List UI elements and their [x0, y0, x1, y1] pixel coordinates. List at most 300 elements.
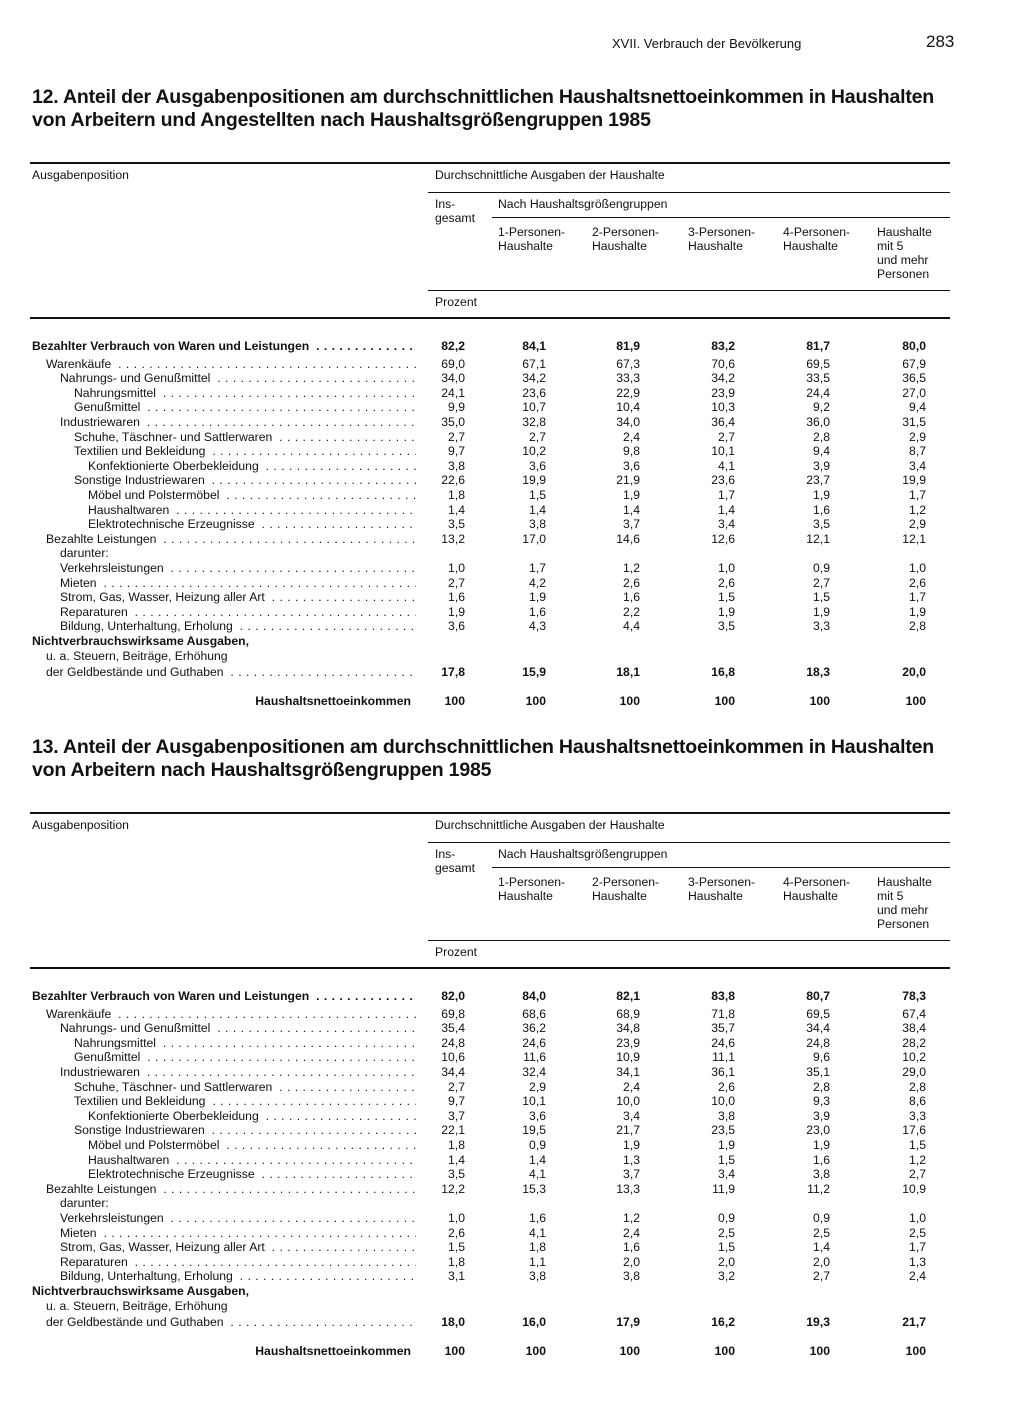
- cell-value: 2,9: [909, 517, 926, 532]
- cell-value: 10,6: [441, 1050, 465, 1065]
- cell-value: 3,3: [813, 619, 830, 634]
- table-13: [30, 812, 950, 1372]
- table-row: [30, 1344, 950, 1359]
- cell-value: 3,4: [718, 1167, 735, 1182]
- cell-value: 100: [619, 1343, 640, 1358]
- cell-value: 8,7: [909, 444, 926, 459]
- cell-value: 4,1: [718, 458, 735, 473]
- table-12: [30, 162, 950, 722]
- cell-value: 23,9: [616, 1035, 640, 1050]
- cell-value: 100: [714, 693, 735, 708]
- cell-value: 1,2: [623, 1211, 640, 1225]
- row-label: Bezahlte Leistungen . . .: [30, 1182, 416, 1197]
- cell-value: 36,0: [806, 415, 830, 429]
- cell-value: 1,8: [448, 1138, 465, 1152]
- cell-value: 0,9: [529, 1138, 546, 1152]
- cell-value: 1,3: [909, 1254, 926, 1269]
- cell-value: 3,1: [448, 1269, 465, 1284]
- cell-value: 16,8: [711, 665, 735, 680]
- cell-value: 9,7: [448, 444, 465, 459]
- cell-value: 2,4: [909, 1269, 926, 1284]
- cell-value: 23,6: [711, 473, 735, 488]
- cell-value: 1,9: [813, 604, 830, 619]
- cell-value: 100: [905, 1343, 926, 1358]
- cell-value: 2,4: [623, 429, 640, 444]
- row-label: u. a. Steuern, Beiträge, Erhöhung: [30, 649, 416, 664]
- row-label: Nichtverbrauchswirksame Ausgaben,: [30, 634, 416, 649]
- table-row: [30, 1036, 950, 1051]
- row-label: Bildung, Unterhaltung, Erholung . . .: [30, 619, 416, 634]
- table-row: [30, 1021, 950, 1036]
- cell-value: 1,9: [813, 1138, 830, 1152]
- cell-value: 11,1: [712, 1050, 735, 1065]
- cell-value: 82,2: [441, 339, 465, 353]
- table-row: [30, 590, 950, 605]
- cell-value: 70,6: [711, 356, 735, 371]
- cell-value: 1,7: [718, 488, 735, 502]
- cell-value: 2,7: [448, 575, 465, 590]
- row-label: Nahrungs- und Genußmittel . . .: [30, 1021, 416, 1036]
- cell-value: 1,4: [718, 502, 735, 517]
- cell-value: 2,0: [623, 1254, 640, 1269]
- cell-value: 1,7: [529, 561, 546, 575]
- cell-value: 67,9: [902, 356, 926, 371]
- cell-value: 0,9: [813, 561, 830, 575]
- cell-value: 9,4: [909, 400, 926, 415]
- cell-value: 1,4: [813, 1240, 830, 1255]
- cell-value: 2,7: [909, 1167, 926, 1182]
- row-label: darunter:: [30, 546, 416, 561]
- table-row: [30, 459, 950, 474]
- table-row: [30, 1080, 950, 1095]
- cell-value: 1,0: [448, 1211, 465, 1225]
- cell-value: 82,1: [616, 989, 640, 1003]
- cell-value: 2,7: [813, 575, 830, 590]
- cell-value: 10,0: [616, 1094, 640, 1109]
- cell-value: 2,7: [813, 1269, 830, 1284]
- cell-value: 0,9: [813, 1211, 830, 1225]
- cell-value: 11,6: [523, 1050, 546, 1065]
- cell-value: 1,8: [448, 1254, 465, 1269]
- cell-value: 12,6: [711, 531, 735, 546]
- cell-value: 10,7: [522, 400, 546, 415]
- cell-value: 2,4: [623, 1225, 640, 1240]
- col-header-2p: 2-Personen- Haushalte: [592, 875, 660, 903]
- table-row: [30, 430, 950, 445]
- cell-value: 19,9: [902, 473, 926, 488]
- cell-value: 12,1: [806, 531, 830, 546]
- cell-value: 2,8: [813, 1079, 830, 1094]
- cell-value: 19,3: [806, 1315, 830, 1330]
- cell-value: 1,9: [718, 1138, 735, 1152]
- cell-value: 3,5: [718, 619, 735, 634]
- cell-value: 17,0: [522, 531, 546, 546]
- cell-value: 1,4: [529, 502, 546, 517]
- cell-value: 1,6: [813, 502, 830, 517]
- cell-value: 100: [809, 1343, 830, 1358]
- table-row: [30, 1109, 950, 1124]
- cell-value: 2,6: [623, 575, 640, 590]
- cell-value: 1,5: [909, 1138, 926, 1152]
- cell-value: 1,8: [529, 1240, 546, 1255]
- cell-value: 68,6: [522, 1006, 546, 1021]
- col-header-4p: 4-Personen- Haushalte: [783, 875, 851, 903]
- cell-value: 80,7: [806, 989, 830, 1003]
- cell-value: 4,1: [529, 1167, 546, 1182]
- table-row: [30, 517, 950, 532]
- cell-value: 33,5: [806, 371, 830, 386]
- cell-value: 19,5: [522, 1123, 546, 1138]
- cell-value: 17,6: [902, 1123, 926, 1138]
- cell-value: 100: [525, 693, 546, 708]
- row-label: Verkehrsleistungen . . .: [30, 1211, 416, 1226]
- table-13-title: 13. Anteil der Ausgabenpositionen am durchschnittlichen Haushaltsnettoeinkommen in Haushalten von Arbeitern nach Haushaltsgrößengruppen 1985: [32, 736, 935, 781]
- cell-value: 1,5: [813, 590, 830, 605]
- cell-value: 0,9: [718, 1211, 735, 1225]
- cell-value: 1,4: [529, 1152, 546, 1167]
- cell-value: 36,4: [711, 415, 735, 429]
- cell-value: 9,4: [813, 444, 830, 459]
- row-label: Haushaltwaren . . .: [30, 503, 416, 518]
- cell-value: 2,9: [529, 1079, 546, 1094]
- cell-value: 8,6: [909, 1094, 926, 1109]
- cell-value: 3,5: [813, 517, 830, 532]
- cell-value: 36,2: [522, 1021, 546, 1036]
- cell-value: 69,8: [441, 1006, 465, 1021]
- cell-value: 2,4: [623, 1079, 640, 1094]
- cell-value: 28,2: [902, 1035, 926, 1050]
- cell-value: 2,0: [813, 1254, 830, 1269]
- cell-value: 35,0: [441, 415, 465, 429]
- cell-value: 34,2: [711, 371, 735, 386]
- table-row: [30, 1196, 950, 1211]
- cell-value: 21,7: [616, 1123, 640, 1138]
- cell-value: 1,5: [529, 488, 546, 502]
- col-header-position: Ausgabenposition: [32, 168, 129, 182]
- cell-value: 1,4: [623, 502, 640, 517]
- cell-value: 3,6: [623, 458, 640, 473]
- cell-value: 2,6: [718, 1079, 735, 1094]
- cell-value: 1,0: [909, 1211, 926, 1225]
- cell-value: 68,9: [616, 1006, 640, 1021]
- cell-value: 9,8: [623, 444, 640, 459]
- cell-value: 22,9: [616, 385, 640, 400]
- cell-value: 3,8: [448, 458, 465, 473]
- cell-value: 3,4: [909, 458, 926, 473]
- cell-value: 12,2: [441, 1181, 465, 1196]
- table-row: [30, 1211, 950, 1226]
- row-label: Konfektionierte Oberbekleidung . . .: [30, 459, 416, 474]
- cell-value: 10,3: [711, 400, 735, 415]
- cell-value: 1,9: [718, 604, 735, 619]
- table-row: [30, 1138, 950, 1153]
- col-header-4p: 4-Personen- Haushalte: [783, 225, 851, 253]
- col-header-unit: Prozent: [435, 295, 478, 309]
- cell-value: 1,9: [813, 488, 830, 502]
- cell-value: 35,1: [806, 1065, 830, 1079]
- table-row: [30, 339, 950, 354]
- cell-value: 2,6: [718, 575, 735, 590]
- cell-value: 1,2: [909, 502, 926, 517]
- cell-value: 10,2: [902, 1050, 926, 1065]
- cell-value: 1,6: [529, 604, 546, 619]
- cell-value: 15,9: [522, 665, 546, 680]
- table-row: [30, 1094, 950, 1109]
- cell-value: 100: [809, 693, 830, 708]
- cell-value: 84,1: [522, 339, 546, 353]
- cell-value: 34,2: [522, 371, 546, 386]
- table-row: [30, 488, 950, 503]
- cell-value: 33,3: [616, 371, 640, 386]
- cell-value: 3,7: [623, 1167, 640, 1182]
- cell-value: 2,5: [909, 1225, 926, 1240]
- row-label: Sonstige Industriewaren . . .: [30, 473, 416, 488]
- cell-value: 17,8: [441, 665, 465, 680]
- cell-value: 82,0: [441, 989, 465, 1003]
- cell-value: 100: [905, 693, 926, 708]
- cell-value: 1,5: [718, 1240, 735, 1255]
- cell-value: 3,3: [909, 1108, 926, 1123]
- table-row: [30, 1123, 950, 1138]
- col-header-avg: Durchschnittliche Ausgaben der Haushalte: [435, 168, 665, 182]
- cell-value: 1,0: [718, 561, 735, 575]
- row-label: Möbel und Polstermöbel . . .: [30, 1138, 416, 1153]
- row-label: Textilien und Bekleidung . . .: [30, 1094, 416, 1109]
- running-title: XVII. Verbrauch der Bevölkerung: [612, 36, 802, 51]
- row-label: Nahrungs- und Genußmittel . . .: [30, 371, 416, 386]
- cell-value: 2,5: [718, 1225, 735, 1240]
- cell-value: 10,9: [902, 1181, 926, 1196]
- cell-value: 100: [444, 693, 465, 708]
- cell-value: 17,9: [616, 1315, 640, 1330]
- cell-value: 100: [444, 1343, 465, 1358]
- row-label: Schuhe, Täschner- und Sattlerwaren . . .: [30, 1080, 416, 1095]
- cell-value: 2,8: [909, 1079, 926, 1094]
- cell-value: 24,6: [522, 1035, 546, 1050]
- cell-value: 71,8: [711, 1006, 735, 1021]
- cell-value: 24,6: [711, 1035, 735, 1050]
- row-label: Elektrotechnische Erzeugnisse . . .: [30, 517, 416, 532]
- row-label: der Geldbestände und Guthaben . . .: [30, 1315, 416, 1330]
- table-row: [30, 473, 950, 488]
- cell-value: 100: [714, 1343, 735, 1358]
- cell-value: 3,8: [529, 517, 546, 532]
- cell-value: 1,6: [529, 1211, 546, 1225]
- cell-value: 23,5: [711, 1123, 735, 1138]
- cell-value: 22,6: [441, 473, 465, 488]
- cell-value: 18,3: [806, 665, 830, 680]
- cell-value: 3,8: [718, 1108, 735, 1123]
- cell-value: 3,8: [623, 1269, 640, 1284]
- cell-value: 24,1: [441, 385, 465, 400]
- cell-value: 1,8: [448, 488, 465, 502]
- cell-value: 1,0: [448, 561, 465, 575]
- col-header-avg: Durchschnittliche Ausgaben der Haushalte: [435, 818, 665, 832]
- table-row: [30, 1153, 950, 1168]
- cell-value: 34,1: [616, 1065, 640, 1079]
- cell-value: 3,9: [813, 458, 830, 473]
- table-row: [30, 1240, 950, 1255]
- cell-value: 9,3: [813, 1094, 830, 1109]
- cell-value: 1,5: [718, 1152, 735, 1167]
- cell-value: 9,6: [813, 1050, 830, 1065]
- table-row: [30, 649, 950, 664]
- cell-value: 100: [525, 1343, 546, 1358]
- col-header-groups: Nach Haushaltsgrößengruppen: [498, 197, 668, 211]
- row-label: Elektrotechnische Erzeugnisse . . .: [30, 1167, 416, 1182]
- cell-value: 11,2: [807, 1181, 830, 1196]
- cell-value: 3,5: [448, 517, 465, 532]
- cell-value: 1,2: [909, 1152, 926, 1167]
- row-label: Warenkäufe . . .: [30, 1007, 416, 1022]
- table-row: [30, 1065, 950, 1080]
- page-number: 283: [926, 32, 955, 51]
- cell-value: 83,2: [711, 339, 735, 353]
- cell-value: 29,0: [902, 1065, 926, 1079]
- cell-value: 1,9: [909, 604, 926, 619]
- cell-value: 78,3: [902, 989, 926, 1003]
- cell-value: 4,4: [623, 619, 640, 634]
- cell-value: 23,6: [522, 385, 546, 400]
- cell-value: 2,8: [909, 619, 926, 634]
- cell-value: 34,0: [441, 371, 465, 386]
- cell-value: 18,0: [441, 1315, 465, 1330]
- cell-value: 100: [619, 693, 640, 708]
- cell-value: 3,7: [623, 517, 640, 532]
- cell-value: 2,0: [718, 1254, 735, 1269]
- table-row: [30, 444, 950, 459]
- row-label: Haushaltwaren . . .: [30, 1153, 416, 1168]
- table-row: [30, 694, 950, 709]
- cell-value: 3,4: [623, 1108, 640, 1123]
- table-row: [30, 1007, 950, 1022]
- cell-value: 1,2: [623, 561, 640, 575]
- cell-value: 24,4: [806, 385, 830, 400]
- row-label: Bildung, Unterhaltung, Erholung . . .: [30, 1269, 416, 1284]
- cell-value: 3,8: [529, 1269, 546, 1284]
- cell-value: 1,3: [623, 1152, 640, 1167]
- cell-value: 22,1: [441, 1123, 465, 1138]
- cell-value: 3,6: [529, 458, 546, 473]
- cell-value: 3,4: [718, 517, 735, 532]
- table-row: [30, 1167, 950, 1182]
- cell-value: 3,9: [813, 1108, 830, 1123]
- row-label: Mieten . . .: [30, 576, 416, 591]
- cell-value: 2,7: [448, 1079, 465, 1094]
- cell-value: 10,1: [522, 1094, 546, 1109]
- row-label: Möbel und Polstermöbel . . .: [30, 488, 416, 503]
- cell-value: 4,2: [529, 575, 546, 590]
- cell-value: 36,5: [902, 371, 926, 386]
- cell-value: 10,9: [616, 1050, 640, 1065]
- table-row: [30, 415, 950, 430]
- table-row: [30, 1284, 950, 1299]
- row-label: Bezahlte Leistungen . . .: [30, 532, 416, 547]
- cell-value: 34,4: [441, 1065, 465, 1079]
- row-label: Haushaltsnettoeinkommen: [30, 1344, 414, 1359]
- table-row: [30, 605, 950, 620]
- cell-value: 21,7: [902, 1315, 926, 1330]
- table-row: [30, 665, 950, 680]
- cell-value: 1,9: [448, 604, 465, 619]
- cell-value: 1,6: [623, 590, 640, 605]
- row-label: Reparaturen . . .: [30, 605, 416, 620]
- cell-value: 18,1: [616, 665, 640, 680]
- table-row: [30, 400, 950, 415]
- table-row: [30, 357, 950, 372]
- table-row: [30, 1226, 950, 1241]
- cell-value: 32,8: [522, 415, 546, 429]
- cell-value: 23,9: [711, 385, 735, 400]
- table-row: [30, 1299, 950, 1314]
- cell-value: 16,0: [522, 1315, 546, 1330]
- cell-value: 1,9: [623, 488, 640, 502]
- cell-value: 1,9: [623, 1138, 640, 1152]
- cell-value: 11,9: [712, 1181, 735, 1196]
- cell-value: 83,8: [711, 989, 735, 1003]
- row-label: Reparaturen . . .: [30, 1255, 416, 1270]
- row-label: Sonstige Industriewaren . . .: [30, 1123, 416, 1138]
- row-label: Mieten . . .: [30, 1226, 416, 1241]
- cell-value: 3,5: [448, 1167, 465, 1182]
- cell-value: 32,4: [522, 1065, 546, 1079]
- table-row: [30, 619, 950, 634]
- cell-value: 34,0: [616, 415, 640, 429]
- table-row: [30, 371, 950, 386]
- cell-value: 1,4: [448, 502, 465, 517]
- cell-value: 35,4: [441, 1021, 465, 1036]
- col-header-5p: Haushalte mit 5 und mehr Personen: [877, 875, 932, 931]
- cell-value: 21,9: [616, 473, 640, 488]
- row-label: Strom, Gas, Wasser, Heizung aller Art . . .: [30, 590, 416, 605]
- table-row: [30, 634, 950, 649]
- cell-value: 2,7: [529, 429, 546, 444]
- row-label: Nahrungsmittel . . .: [30, 386, 416, 401]
- cell-value: 3,6: [529, 1108, 546, 1123]
- table-row: [30, 386, 950, 401]
- col-header-1p: 1-Personen- Haushalte: [498, 875, 566, 903]
- cell-value: 9,7: [448, 1094, 465, 1109]
- cell-value: 36,1: [711, 1065, 735, 1079]
- cell-value: 14,6: [616, 531, 640, 546]
- cell-value: 27,0: [902, 385, 926, 400]
- cell-value: 1,5: [448, 1240, 465, 1255]
- cell-value: 35,7: [711, 1021, 735, 1036]
- cell-value: 67,1: [522, 356, 546, 371]
- table-row: [30, 503, 950, 518]
- table-row: [30, 1315, 950, 1330]
- col-header-total: Ins- gesamt: [435, 197, 475, 225]
- cell-value: 1,7: [909, 590, 926, 605]
- cell-value: 67,4: [902, 1006, 926, 1021]
- table-row: [30, 546, 950, 561]
- col-header-5p: Haushalte mit 5 und mehr Personen: [877, 225, 932, 281]
- cell-value: 1,1: [529, 1254, 546, 1269]
- cell-value: 15,3: [522, 1181, 546, 1196]
- cell-value: 1,4: [448, 1152, 465, 1167]
- cell-value: 23,0: [806, 1123, 830, 1138]
- cell-value: 69,5: [806, 356, 830, 371]
- row-label: Genußmittel . . .: [30, 1050, 416, 1065]
- row-label: Warenkäufe . . .: [30, 357, 416, 372]
- row-label: der Geldbestände und Guthaben . . .: [30, 665, 416, 680]
- cell-value: 3,7: [448, 1108, 465, 1123]
- cell-value: 67,3: [616, 356, 640, 371]
- row-label: Industriewaren . . .: [30, 1065, 416, 1080]
- table-row: [30, 576, 950, 591]
- row-label: Nichtverbrauchswirksame Ausgaben,: [30, 1284, 416, 1299]
- row-label: Verkehrsleistungen . . .: [30, 561, 416, 576]
